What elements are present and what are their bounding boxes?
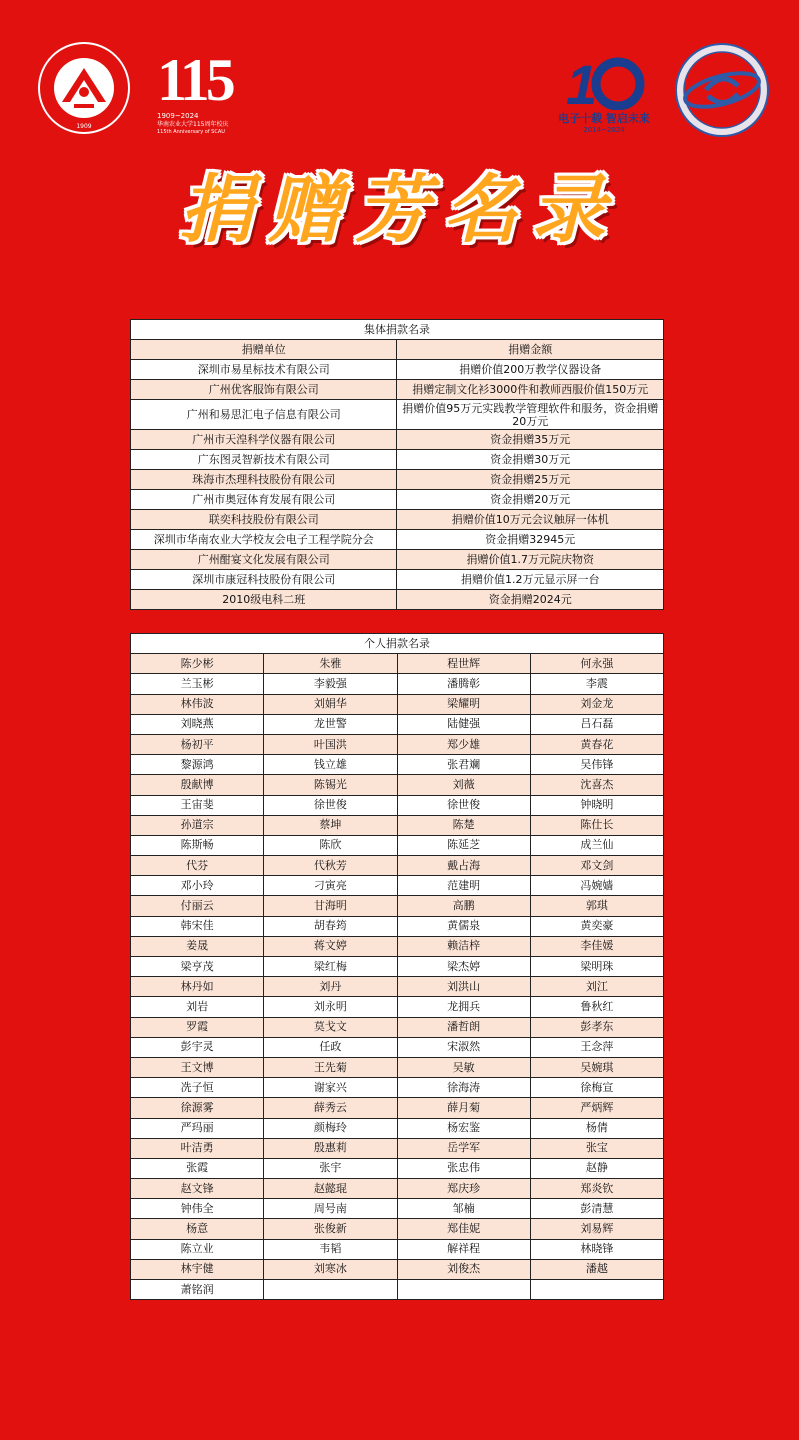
table-row [131,876,664,896]
donor-unit-cell: 广州和易思汇电子信息有限公司 [131,400,397,430]
donor-name-cell: 刘永明 [264,997,397,1017]
donor-name-cell: 刘岩 [131,997,264,1017]
donation-amount-cell: 资金捐赠2024元 [397,590,664,610]
table-row [131,550,664,570]
table-row [131,1098,664,1118]
donor-name-cell: 叶国洪 [264,734,397,754]
donor-name-cell: 程世辉 [397,654,530,674]
donor-name-cell: 赖洁梓 [397,936,530,956]
donor-unit-cell: 广东图灵智新技术有限公司 [131,450,397,470]
table-row [131,755,664,775]
donor-name-cell: 徐世俊 [397,795,530,815]
table-row [131,450,664,470]
svg-text:1: 1 [566,53,598,110]
donor-name-cell: 姜晟 [131,936,264,956]
donor-name-cell: 高鹏 [397,896,530,916]
donor-name-cell: 邹楠 [397,1199,530,1219]
donor-name-cell: 彭清慧 [530,1199,663,1219]
donation-amount-cell: 捐赠价值10万元会议触屏一体机 [397,510,664,530]
donor-name-cell: 陈立业 [131,1239,264,1259]
table-row [131,360,664,380]
donor-name-cell: 赵文锋 [131,1179,264,1199]
donor-name-cell: 罗霞 [131,1017,264,1037]
page-title: 捐赠芳名录 [179,167,620,253]
donor-name-cell: 代秋芳 [264,856,397,876]
donor-name-cell: 李佳媛 [530,936,663,956]
table-row [131,1158,664,1178]
donation-amount-cell: 捐赠价值200万教学仪器设备 [397,360,664,380]
table-row [131,1199,664,1219]
donor-name-cell: 梁亨茂 [131,957,264,977]
donor-name-cell: 韦韬 [264,1239,397,1259]
donor-name-cell: 沈喜杰 [530,775,663,795]
donor-name-cell: 朱雅 [264,654,397,674]
donor-name-cell: 严炳辉 [530,1098,663,1118]
table-row [131,530,664,550]
table-row [131,936,664,956]
donor-name-cell: 刘晓燕 [131,714,264,734]
donation-amount-cell: 捐赠定制文化衫3000件和教师西服价值150万元 [397,380,664,400]
donor-name-cell: 潘越 [530,1259,663,1279]
donor-name-cell: 张忠伟 [397,1158,530,1178]
donor-unit-cell: 2010级电科二班 [131,590,397,610]
donor-unit-cell: 广州酣宴文化发展有限公司 [131,550,397,570]
table-row [131,1239,664,1259]
donor-name-cell: 陆健强 [397,714,530,734]
donor-name-cell: 薛秀云 [264,1098,397,1118]
donor-name-cell [264,1280,397,1300]
table-row [131,734,664,754]
donor-name-cell: 解祥程 [397,1239,530,1259]
donor-name-cell: 邓小玲 [131,876,264,896]
group-donation-table [130,319,664,610]
table-row [131,1179,664,1199]
donor-name-cell: 彭宇灵 [131,1037,264,1057]
donor-name-cell: 徐海涛 [397,1078,530,1098]
donor-name-cell: 徐世俊 [264,795,397,815]
individual-donation-table [130,633,664,1300]
ee-10-range: 2014~2024 [583,126,625,134]
donation-amount-cell: 资金捐赠25万元 [397,470,664,490]
donor-name-cell: 杨初平 [131,734,264,754]
table-row [131,835,664,855]
donor-name-cell: 刘洪山 [397,977,530,997]
donor-name-cell: 徐源雾 [131,1098,264,1118]
donor-name-cell: 薛月菊 [397,1098,530,1118]
donor-name-cell: 林宇健 [131,1259,264,1279]
donor-name-cell: 蔡坤 [264,815,397,835]
donor-name-cell: 刘金龙 [530,694,663,714]
donor-name-cell: 陈延芝 [397,835,530,855]
donor-name-cell: 彭孝东 [530,1017,663,1037]
table-row [131,1219,664,1239]
anniversary-years: 1909~2024 [157,112,199,120]
donor-name-cell: 李毅强 [264,674,397,694]
donor-name-cell: 刘寒冰 [264,1259,397,1279]
donor-name-cell: 胡春筠 [264,916,397,936]
donor-name-cell: 颜梅玲 [264,1118,397,1138]
donor-name-cell: 殷惠莉 [264,1138,397,1158]
donor-unit-cell: 深圳市易星标技术有限公司 [131,360,397,380]
donor-name-cell: 张霞 [131,1158,264,1178]
donor-name-cell: 韩宋佳 [131,916,264,936]
anniversary-logo [155,48,255,138]
donor-name-cell: 梁耀明 [397,694,530,714]
table-row [131,430,664,450]
table-row [131,1078,664,1098]
table-row [131,1057,664,1077]
donor-name-cell: 付丽云 [131,896,264,916]
anniversary-number: 115 [157,47,232,113]
donor-name-cell [397,1280,530,1300]
donor-unit-header: 捐赠单位 [131,340,397,360]
table-row [131,815,664,835]
donor-name-cell: 王先菊 [264,1057,397,1077]
donor-name-cell: 戴占海 [397,856,530,876]
donor-name-cell: 叶洁勇 [131,1138,264,1158]
ee-10-slogan: 电子十载 智启未来 [558,112,650,125]
donation-amount-cell: 资金捐赠20万元 [397,490,664,510]
donor-name-cell: 代芬 [131,856,264,876]
individual-table-title: 个人捐款名录 [131,634,664,654]
table-row [131,977,664,997]
table-row [131,590,664,610]
donor-name-cell: 任政 [264,1037,397,1057]
donor-name-cell: 梁明珠 [530,957,663,977]
group-table-title: 集体捐款名录 [131,320,664,340]
donor-name-cell: 郑庆珍 [397,1179,530,1199]
table-row [131,570,664,590]
donor-name-cell: 潘腾彰 [397,674,530,694]
donor-unit-cell: 深圳市康冠科技股份有限公司 [131,570,397,590]
donation-amount-cell: 资金捐赠35万元 [397,430,664,450]
table-row [131,1037,664,1057]
donor-name-cell: 王念萍 [530,1037,663,1057]
globe-icon [672,40,772,140]
donor-name-cell: 杨宏鉴 [397,1118,530,1138]
donation-amount-cell: 资金捐赠30万元 [397,450,664,470]
donor-name-cell [530,1280,663,1300]
donor-name-cell: 郑炎钦 [530,1179,663,1199]
donor-name-cell: 林丹如 [131,977,264,997]
donor-name-cell: 林伟波 [131,694,264,714]
donor-name-cell: 龙世警 [264,714,397,734]
donor-name-cell: 冯婉嫱 [530,876,663,896]
table-row [131,714,664,734]
donor-name-cell: 陈斯畅 [131,835,264,855]
table-row [131,674,664,694]
table-row [131,694,664,714]
donor-name-cell: 邓文剑 [530,856,663,876]
table-row [131,1138,664,1158]
donor-name-cell: 潘哲朗 [397,1017,530,1037]
anniversary-en-text: 115th Anniversary of SCAU [157,129,225,135]
anniversary-cn-text: 华南农业大学115周年校庆 [157,121,229,128]
donor-name-cell: 萧铭润 [131,1280,264,1300]
donor-unit-cell: 珠海市杰理科技股份有限公司 [131,470,397,490]
table-row [131,795,664,815]
donor-name-cell: 刘娟华 [264,694,397,714]
donor-name-cell: 杨倩 [530,1118,663,1138]
donor-unit-cell: 广州市天湟科学仪器有限公司 [131,430,397,450]
donor-name-cell: 冼子恒 [131,1078,264,1098]
donor-name-cell: 陈楚 [397,815,530,835]
donor-name-cell: 吴敏 [397,1057,530,1077]
donor-name-cell: 陈锡光 [264,775,397,795]
table-row [131,380,664,400]
donation-amount-cell: 捐赠价值1.2万元显示屏一台 [397,570,664,590]
donor-name-cell: 赵静 [530,1158,663,1178]
scau-logo-year: 1909 [76,123,92,130]
donor-name-cell: 陈仕长 [530,815,663,835]
donor-name-cell: 刘易辉 [530,1219,663,1239]
donor-name-cell: 范建明 [397,876,530,896]
donor-name-cell: 陈欣 [264,835,397,855]
donor-name-cell: 郑少雄 [397,734,530,754]
donor-name-cell: 赵懿琨 [264,1179,397,1199]
table-row [131,510,664,530]
donor-name-cell: 蒋文婷 [264,936,397,956]
donor-unit-cell: 深圳市华南农业大学校友会电子工程学院分会 [131,530,397,550]
donor-name-cell: 兰玉彬 [131,674,264,694]
table-row [131,654,664,674]
donor-name-cell: 谢家兴 [264,1078,397,1098]
donor-name-cell: 郭琪 [530,896,663,916]
table-row [131,1259,664,1279]
donor-name-cell: 徐梅宣 [530,1078,663,1098]
table-row [131,1118,664,1138]
table-row [131,916,664,936]
donor-name-cell: 郑佳妮 [397,1219,530,1239]
donor-name-cell: 成兰仙 [530,835,663,855]
table-row [131,957,664,977]
donor-name-cell: 钱立雄 [264,755,397,775]
donor-name-cell: 杨意 [131,1219,264,1239]
scau-logo [36,40,132,136]
donor-unit-cell: 广州优客服饰有限公司 [131,380,397,400]
donor-name-cell: 林晓锋 [530,1239,663,1259]
donation-amount-header: 捐赠金额 [397,340,664,360]
donation-amount-cell: 资金捐赠32945元 [397,530,664,550]
donor-name-cell: 吴伟锋 [530,755,663,775]
donor-name-cell: 刁寅亮 [264,876,397,896]
table-row [131,400,664,430]
table-row [131,490,664,510]
donor-name-cell: 甘海明 [264,896,397,916]
table-row [131,1017,664,1037]
donor-name-cell: 龙拥兵 [397,997,530,1017]
table-row [131,1280,664,1300]
donor-name-cell: 黄春花 [530,734,663,754]
donation-amount-cell: 捐赠价值1.7万元院庆物资 [397,550,664,570]
donor-name-cell: 刘薇 [397,775,530,795]
donor-name-cell: 宋淑然 [397,1037,530,1057]
donor-unit-cell: 联奕科技股份有限公司 [131,510,397,530]
donor-name-cell: 刘江 [530,977,663,997]
donor-name-cell: 张宝 [530,1138,663,1158]
donor-name-cell: 岳学军 [397,1138,530,1158]
donor-name-cell: 严玛丽 [131,1118,264,1138]
donor-name-cell: 鲁秋红 [530,997,663,1017]
donor-name-cell: 何永强 [530,654,663,674]
table-row [131,856,664,876]
donor-name-cell: 黄奕豪 [530,916,663,936]
donor-name-cell: 吕石磊 [530,714,663,734]
donor-name-cell: 张俊新 [264,1219,397,1239]
donation-amount-cell: 捐赠价值95万元实践教学管理软件和服务，资金捐赠20万元 [397,400,664,430]
donor-name-cell: 黎源鸿 [131,755,264,775]
donor-name-cell: 王宙斐 [131,795,264,815]
donor-name-cell: 黄儒泉 [397,916,530,936]
donor-name-cell: 梁杰婷 [397,957,530,977]
donor-name-cell: 刘丹 [264,977,397,997]
donor-name-cell: 莫戈文 [264,1017,397,1037]
donor-name-cell: 吴婉琪 [530,1057,663,1077]
donor-name-cell: 梁红梅 [264,957,397,977]
ee-college-logo [672,40,772,140]
table-row [131,997,664,1017]
donor-unit-cell: 广州市奥冠体育发展有限公司 [131,490,397,510]
donor-name-cell: 殷献博 [131,775,264,795]
table-row [131,470,664,490]
table-row [131,896,664,916]
donor-name-cell: 孙道宗 [131,815,264,835]
donor-name-cell: 刘俊杰 [397,1259,530,1279]
donor-name-cell: 张君斓 [397,755,530,775]
donor-name-cell: 王文博 [131,1057,264,1077]
donor-name-cell: 钟晓明 [530,795,663,815]
donor-name-cell: 钟伟全 [131,1199,264,1219]
donor-name-cell: 张宇 [264,1158,397,1178]
donor-name-cell: 李震 [530,674,663,694]
ee-10-years-logo [552,52,656,140]
donor-name-cell: 周号南 [264,1199,397,1219]
donor-name-cell: 陈少彬 [131,654,264,674]
table-row [131,775,664,795]
